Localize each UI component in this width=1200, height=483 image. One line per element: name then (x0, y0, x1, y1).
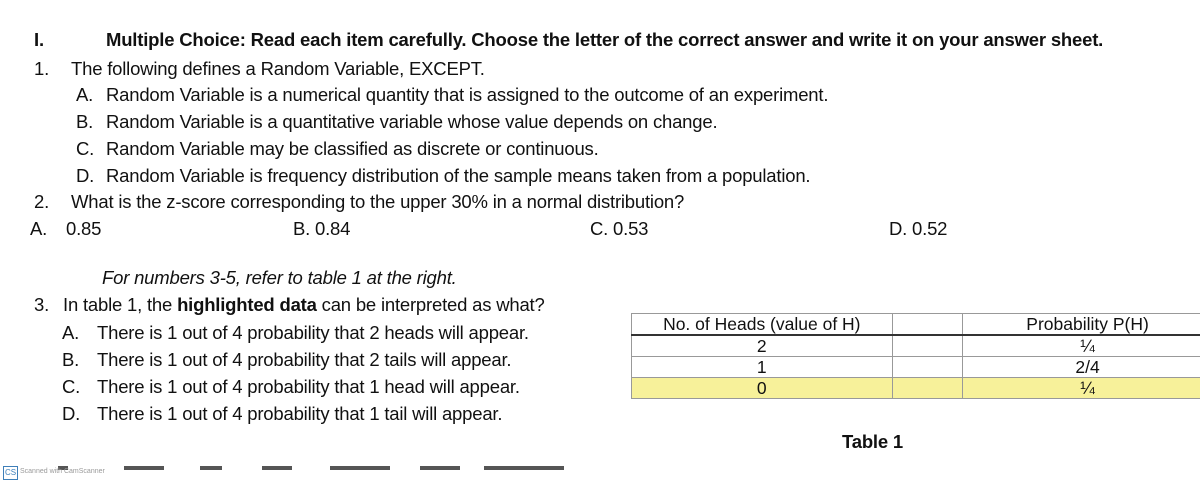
table-cell-probability: ¼ (963, 335, 1200, 357)
q1-option-c-text: Random Variable may be classified as discrete or continuous. (106, 138, 599, 159)
table-row-highlighted (632, 378, 1200, 399)
table-cell-spacer (892, 378, 963, 399)
q1-number: 1. (34, 58, 50, 79)
q2-stem: What is the z-score corresponding to the upper 30% in a normal distribution? (71, 191, 685, 212)
table-header-probability: Probability P(H) (963, 314, 1200, 336)
q3-stem-bold: highlighted data (177, 294, 317, 315)
q2-option-b: B. 0.84 (293, 218, 351, 239)
q3-option-a-text: There is 1 out of 4 probability that 2 heads will appear. (97, 322, 529, 343)
q3-option-c-text: There is 1 out of 4 probability that 1 head will appear. (97, 376, 520, 397)
table-header-spacer (892, 314, 963, 336)
q1-option-a-text: Random Variable is a numerical quantity that is assigned to the outcome of an experiment. (106, 84, 829, 105)
q1-option-b-text: Random Variable is a quantitative variable whose value depends on change. (106, 111, 718, 132)
q3-stem-pre: In table 1, the (63, 294, 178, 315)
camscanner-watermark: Scanned with CamScanner (20, 468, 105, 475)
table-row (632, 335, 1200, 357)
table-row (632, 357, 1200, 378)
q2-option-d: D. 0.52 (889, 218, 948, 239)
q1-option-a-letter: A. (76, 84, 94, 105)
table-cell-spacer (892, 335, 963, 357)
probability-table (631, 313, 1200, 399)
table-caption: Table 1 (842, 431, 903, 452)
refer-note: For numbers 3-5, refer to table 1 at the right. (102, 267, 457, 288)
camscanner-logo: CS (3, 466, 18, 480)
table-cell-spacer (892, 357, 963, 378)
cutoff-text-fragment (484, 466, 564, 470)
section-instruction: Multiple Choice: Read each item carefully. Choose the letter of the correct answer and write it on your answer sheet. (106, 29, 1104, 50)
q3-option-d-letter: D. (62, 403, 81, 424)
table-header-row (632, 314, 1200, 336)
q1-option-d-letter: D. (76, 165, 95, 186)
table-cell-heads: 2 (632, 335, 893, 357)
q2-number: 2. (34, 191, 50, 212)
cutoff-text-fragment (420, 466, 460, 470)
q3-number: 3. (34, 294, 50, 315)
cutoff-text-fragment (124, 466, 164, 470)
q2-option-c: C. 0.53 (590, 218, 649, 239)
table-cell-heads: 1 (632, 357, 893, 378)
q1-option-c-letter: C. (76, 138, 95, 159)
cutoff-text-fragment (330, 466, 390, 470)
q3-option-d-text: There is 1 out of 4 probability that 1 tail will appear. (97, 403, 503, 424)
q1-stem: The following defines a Random Variable, EXCEPT. (71, 58, 485, 79)
q3-option-c-letter: C. (62, 376, 81, 397)
q3-stem-post: can be interpreted as what? (316, 294, 545, 315)
q1-option-b-letter: B. (76, 111, 94, 132)
section-numeral: I. (34, 29, 44, 50)
q3-option-b-text: There is 1 out of 4 probability that 2 tails will appear. (97, 349, 512, 370)
q3-option-a-letter: A. (62, 322, 80, 343)
table-cell-probability: 2/4 (963, 357, 1200, 378)
cutoff-text-fragment (262, 466, 292, 470)
table-cell-probability: ¼ (963, 378, 1200, 399)
q2-option-a-letter: A. (30, 218, 48, 239)
table-header-heads: No. of Heads (value of H) (632, 314, 893, 336)
q2-option-a-text: 0.85 (66, 218, 102, 239)
q1-option-d-text: Random Variable is frequency distribution of the sample means taken from a population. (106, 165, 811, 186)
table-cell-heads: 0 (632, 378, 893, 399)
cutoff-text-fragment (200, 466, 222, 470)
q3-stem (63, 294, 545, 316)
q3-option-b-letter: B. (62, 349, 80, 370)
